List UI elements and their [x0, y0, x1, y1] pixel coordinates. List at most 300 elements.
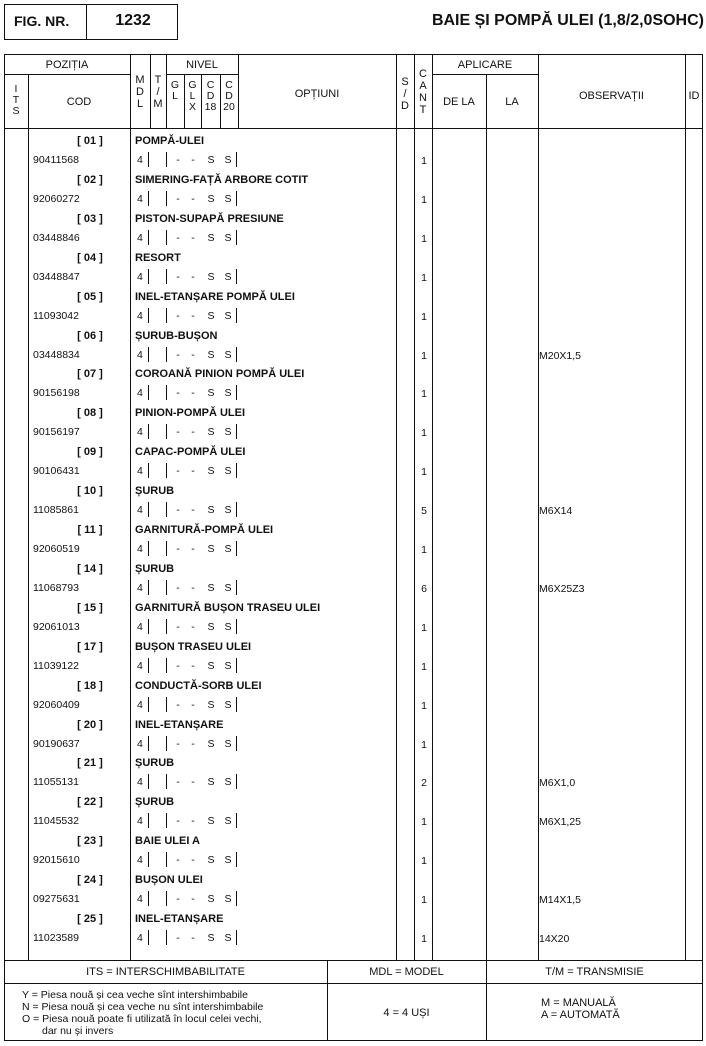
legend-tm-title: T/M = TRANSMISIE	[545, 966, 644, 978]
row-tick-mdl	[148, 502, 149, 517]
row-tick-tm	[166, 502, 167, 517]
row-part-name: ȘURUB	[135, 485, 175, 498]
row-level-cd20: S	[224, 270, 232, 283]
col-line-cant-end	[432, 54, 433, 960]
row-level-cd20: S	[224, 387, 232, 400]
row-part-code: 11055131	[33, 776, 79, 789]
row-model: 4	[137, 192, 143, 205]
row-model: 4	[137, 504, 143, 517]
legend-mdl-title: MDL = MODEL	[369, 966, 444, 978]
row-level-cd20: S	[224, 815, 232, 828]
row-tick-mdl	[148, 736, 149, 751]
row-part-code: 09275631	[33, 893, 80, 906]
row-level-gl: -	[176, 932, 180, 944]
row-part-name: COROANĂ PINION POMPĂ ULEI	[135, 368, 305, 381]
row-tick-mdl	[148, 658, 149, 673]
row-level-cd18: S	[207, 581, 215, 594]
row-level-cd20: S	[224, 192, 232, 205]
row-quantity: 1	[421, 155, 427, 167]
fig-number-divider	[86, 4, 87, 40]
row-quantity: 1	[421, 271, 427, 284]
col-line-its	[28, 74, 29, 960]
header-cant	[415, 68, 431, 116]
row-quantity: 1	[421, 699, 427, 712]
row-quantity: 1	[421, 349, 427, 362]
row-observation: M6X1,0	[539, 777, 576, 790]
header-its-3: S	[12, 105, 20, 117]
row-level-cd18: S	[207, 659, 215, 672]
header-cd20-2: D	[225, 90, 233, 102]
row-position: [ 24 ]	[77, 874, 103, 887]
legend-its-line-o: O = Piesa nouă poate fi utilizată în locul celei vechi,	[22, 1013, 262, 1025]
row-tick-nivel	[236, 308, 237, 323]
row-model: 4	[137, 776, 143, 789]
row-part-code: 11045532	[33, 815, 79, 828]
row-tick-mdl	[148, 269, 149, 284]
row-level-glx: -	[191, 659, 195, 672]
row-tick-mdl	[148, 385, 149, 400]
row-level-cd18: S	[207, 932, 215, 944]
header-sd-2: /	[403, 88, 407, 100]
fig-number: 1232	[115, 12, 151, 29]
row-position: [ 09 ]	[77, 446, 103, 459]
row-tick-mdl	[148, 347, 149, 362]
row-level-gl: -	[176, 309, 180, 322]
row-part-name: ȘURUB	[135, 757, 175, 770]
row-part-code: 03448846	[33, 231, 80, 244]
row-position: [ 06 ]	[77, 329, 103, 342]
row-level-cd20: S	[224, 231, 232, 244]
row-level-gl: -	[176, 581, 180, 594]
row-model: 4	[137, 737, 143, 750]
header-cd18	[201, 80, 220, 113]
row-level-glx: -	[191, 504, 195, 517]
row-level-cd20: S	[224, 854, 232, 867]
row-level-cd20: S	[224, 465, 232, 478]
row-level-cd20: S	[224, 893, 232, 906]
row-tick-nivel	[236, 424, 237, 439]
legend-tm-manual: M = MANUALĂ	[541, 997, 616, 1009]
header-subline-pozitia	[4, 74, 130, 75]
header-glx	[184, 80, 201, 113]
row-level-cd18: S	[207, 854, 215, 867]
row-tick-tm	[166, 269, 167, 284]
row-part-name: INEL-ETANȘARE	[135, 718, 224, 731]
row-level-cd20: S	[224, 620, 232, 633]
header-bottom-line	[4, 128, 703, 129]
row-part-code: 92060409	[33, 698, 80, 711]
row-part-name: GARNITURĂ BUȘON TRASEU ULEI	[135, 601, 321, 614]
header-gl-2: L	[172, 90, 178, 102]
header-mdl-1: M	[135, 74, 145, 86]
header-tm-3: M	[153, 98, 163, 110]
row-tick-nivel	[236, 541, 237, 556]
row-model: 4	[137, 426, 143, 439]
row-tick-tm	[166, 697, 167, 712]
row-level-cd18: S	[207, 192, 215, 205]
row-tick-nivel	[236, 580, 237, 595]
header-gl-1: G	[170, 79, 180, 91]
legend-sub-line	[4, 983, 703, 984]
row-quantity: 1	[421, 738, 427, 751]
row-part-code: 90411568	[33, 154, 79, 166]
row-model: 4	[137, 348, 143, 361]
row-part-name: POMPĂ-ULEI	[135, 135, 205, 147]
row-quantity: 6	[421, 582, 427, 595]
row-tick-mdl	[148, 852, 149, 867]
row-position: [ 15 ]	[77, 601, 103, 614]
row-tick-tm	[166, 152, 167, 167]
row-tick-tm	[166, 813, 167, 828]
row-level-glx: -	[191, 465, 195, 478]
row-tick-mdl	[148, 424, 149, 439]
row-part-code: 11039122	[33, 659, 79, 672]
header-cd20-1: C	[225, 79, 233, 91]
row-level-glx: -	[191, 698, 195, 711]
row-tick-nivel	[236, 619, 237, 634]
header-glx-3: X	[188, 101, 196, 113]
row-part-name: ȘURUB-BUȘON	[135, 329, 218, 342]
row-level-gl: -	[176, 776, 180, 789]
row-quantity: 1	[421, 388, 427, 401]
row-part-name: CAPAC-POMPĂ ULEI	[135, 446, 246, 459]
row-tick-nivel	[236, 385, 237, 400]
row-observation: M6X1,25	[539, 816, 582, 829]
row-tick-tm	[166, 347, 167, 362]
row-tick-tm	[166, 308, 167, 323]
col-line-cod	[130, 54, 131, 960]
row-model: 4	[137, 309, 143, 322]
row-tick-mdl	[148, 891, 149, 906]
row-position: [ 10 ]	[77, 485, 103, 498]
row-model: 4	[137, 581, 143, 594]
header-tm-1: T	[154, 74, 162, 86]
row-level-cd20: S	[224, 543, 232, 555]
row-model: 4	[137, 154, 143, 166]
row-observation: M6X25Z3	[539, 582, 585, 595]
row-tick-mdl	[148, 813, 149, 828]
header-aplicare: APLICARE	[457, 59, 513, 71]
row-part-code: 90190637	[33, 737, 80, 750]
row-level-gl: -	[176, 737, 180, 750]
row-level-glx: -	[191, 154, 195, 166]
row-tick-tm	[166, 385, 167, 400]
header-mdl-3: L	[136, 98, 144, 110]
row-tick-nivel	[236, 463, 237, 478]
row-tick-nivel	[236, 813, 237, 828]
header-cd20-3: 20	[223, 101, 235, 113]
row-tick-nivel	[236, 930, 237, 945]
row-part-name: GARNITURĂ-POMPĂ ULEI	[135, 524, 274, 536]
row-tick-nivel	[236, 347, 237, 362]
row-part-name: INEL-ETANȘARE POMPĂ ULEI	[135, 290, 295, 303]
row-level-glx: -	[191, 387, 195, 400]
row-tick-tm	[166, 541, 167, 556]
row-model: 4	[137, 543, 143, 555]
row-tick-mdl	[148, 191, 149, 206]
row-level-cd18: S	[207, 504, 215, 517]
row-level-cd18: S	[207, 270, 215, 283]
row-level-glx: -	[191, 893, 195, 906]
row-part-name: BUȘON TRASEU ULEI	[135, 640, 252, 653]
legend-its-line-o-cont: dar nu și invers	[42, 1025, 114, 1037]
row-position: [ 05 ]	[77, 290, 103, 303]
row-level-gl: -	[176, 620, 180, 633]
row-level-cd18: S	[207, 893, 215, 906]
row-part-name: INEL-ETANȘARE	[135, 913, 224, 925]
row-tick-mdl	[148, 580, 149, 595]
row-level-glx: -	[191, 815, 195, 828]
row-tick-mdl	[148, 697, 149, 712]
row-part-code: 03448834	[33, 348, 80, 361]
row-level-glx: -	[191, 348, 195, 361]
row-level-gl: -	[176, 543, 180, 555]
row-observation: M14X1,5	[539, 894, 582, 907]
row-part-name: CONDUCTĂ-SORB ULEI	[135, 679, 262, 692]
header-mdl	[131, 74, 149, 110]
row-tick-mdl	[148, 541, 149, 556]
row-position: [ 02 ]	[77, 173, 103, 186]
row-part-name: ȘURUB	[135, 796, 175, 809]
row-model: 4	[137, 465, 143, 478]
row-model: 4	[137, 270, 143, 283]
row-model: 4	[137, 387, 143, 400]
row-level-cd20: S	[224, 426, 232, 439]
fig-label: FIG. NR.	[14, 13, 70, 29]
row-tick-mdl	[148, 152, 149, 167]
header-la: LA	[505, 96, 519, 108]
legend-its-title: ITS = INTERSCHIMBABILITATE	[86, 966, 245, 978]
row-level-glx: -	[191, 620, 195, 633]
row-quantity: 1	[421, 855, 427, 868]
row-part-code: 92060272	[33, 192, 80, 205]
col-line-sd-end	[414, 54, 415, 960]
row-part-code: 11093042	[33, 309, 79, 322]
row-level-gl: -	[176, 387, 180, 400]
header-sd-3: D	[401, 100, 409, 112]
row-model: 4	[137, 698, 143, 711]
row-tick-nivel	[236, 230, 237, 245]
row-level-glx: -	[191, 854, 195, 867]
row-observation: 14X20	[539, 933, 570, 945]
row-quantity: 1	[421, 232, 427, 245]
row-tick-nivel	[236, 736, 237, 751]
row-quantity: 1	[421, 310, 427, 323]
header-cd18-3: 18	[204, 101, 217, 113]
row-part-name: RESORT	[135, 251, 181, 264]
row-part-name: BUȘON ULEI	[135, 874, 203, 887]
row-level-cd20: S	[224, 737, 232, 750]
row-tick-nivel	[236, 191, 237, 206]
row-tick-nivel	[236, 658, 237, 673]
row-part-name: PISTON-SUPAPĂ PRESIUNE	[135, 212, 284, 225]
row-level-cd20: S	[224, 154, 232, 166]
header-cant-2: A	[419, 80, 427, 92]
row-tick-mdl	[148, 619, 149, 634]
row-tick-tm	[166, 930, 167, 945]
row-level-gl: -	[176, 504, 180, 517]
row-level-cd20: S	[224, 348, 232, 361]
row-position: [ 25 ]	[77, 913, 103, 925]
row-quantity: 1	[421, 193, 427, 206]
row-tick-nivel	[236, 502, 237, 517]
header-sd	[397, 76, 413, 112]
row-level-gl: -	[176, 231, 180, 244]
row-level-gl: -	[176, 465, 180, 478]
row-level-cd20: S	[224, 309, 232, 322]
row-level-cd20: S	[224, 581, 232, 594]
row-level-gl: -	[176, 154, 180, 166]
row-quantity: 1	[421, 816, 427, 829]
row-level-gl: -	[176, 270, 180, 283]
row-part-code: 92061013	[33, 620, 80, 633]
row-tick-mdl	[148, 230, 149, 245]
row-level-cd18: S	[207, 426, 215, 439]
row-level-glx: -	[191, 737, 195, 750]
row-part-name: BAIE ULEI A	[135, 835, 200, 848]
header-its-1: I	[14, 83, 18, 95]
col-line-dela-end	[486, 74, 487, 960]
row-position: [ 08 ]	[77, 407, 103, 420]
row-model: 4	[137, 932, 143, 944]
row-tick-tm	[166, 463, 167, 478]
row-level-gl: -	[176, 426, 180, 439]
row-level-cd18: S	[207, 815, 215, 828]
row-position: [ 20 ]	[77, 718, 103, 731]
parts-table	[4, 54, 703, 1041]
row-quantity: 1	[421, 427, 427, 440]
row-position: [ 23 ]	[77, 835, 103, 848]
row-level-cd20: S	[224, 776, 232, 789]
row-tick-tm	[166, 852, 167, 867]
legend-top-line	[4, 960, 703, 961]
header-glx-2: L	[189, 90, 196, 102]
row-level-glx: -	[191, 426, 195, 439]
row-tick-tm	[166, 424, 167, 439]
row-part-code: 90106431	[33, 465, 80, 478]
row-part-code: 92060519	[33, 543, 80, 555]
row-position: [ 03 ]	[77, 212, 103, 225]
row-model: 4	[137, 659, 143, 672]
row-model: 4	[137, 815, 143, 828]
header-cod: COD	[66, 96, 92, 108]
row-tick-tm	[166, 619, 167, 634]
row-observation: M20X1,5	[539, 349, 582, 362]
header-gl	[166, 80, 184, 102]
row-level-glx: -	[191, 270, 195, 283]
row-level-cd18: S	[207, 620, 215, 633]
row-tick-mdl	[148, 308, 149, 323]
row-model: 4	[137, 231, 143, 244]
row-level-gl: -	[176, 192, 180, 205]
row-part-code: 90156198	[33, 387, 80, 400]
header-de-la: DE LA	[443, 96, 475, 108]
row-level-glx: -	[191, 776, 195, 789]
row-position: [ 17 ]	[77, 640, 103, 653]
legend-its-line-y: Y = Piesa nouă și cea veche sînt intershimbabile	[22, 989, 248, 1001]
row-observation: M6X14	[539, 505, 573, 518]
row-part-code: 03448847	[33, 270, 80, 283]
page-title: BAIE ȘI POMPĂ ULEI (1,8/2,0SOHC)	[431, 12, 704, 29]
row-position: [ 07 ]	[77, 368, 103, 381]
header-pozitia: POZIȚIA	[45, 59, 89, 71]
header-tm	[151, 74, 165, 110]
header-cant-1: C	[419, 68, 427, 80]
row-level-cd20: S	[224, 698, 232, 711]
row-level-glx: -	[191, 192, 195, 205]
row-position: [ 04 ]	[77, 251, 103, 264]
row-model: 4	[137, 893, 143, 906]
header-nivel: NIVEL	[186, 59, 218, 71]
legend-its-line-n: N = Piesa nouă și cea veche nu sînt intershimbabile	[22, 1001, 264, 1013]
row-level-cd18: S	[207, 348, 215, 361]
header-cant-4: T	[419, 104, 427, 116]
row-level-gl: -	[176, 893, 180, 906]
row-level-cd18: S	[207, 154, 215, 166]
header-id: ID	[688, 90, 700, 102]
row-level-cd18: S	[207, 231, 215, 244]
row-tick-nivel	[236, 774, 237, 789]
row-part-name: PINION-POMPĂ ULEI	[135, 407, 246, 420]
row-tick-nivel	[236, 697, 237, 712]
row-quantity: 1	[421, 894, 427, 907]
header-glx-1: G	[188, 79, 197, 91]
row-level-gl: -	[176, 698, 180, 711]
row-position: [ 01 ]	[77, 135, 103, 147]
header-tm-2: /	[156, 86, 160, 98]
row-position: [ 18 ]	[77, 679, 103, 692]
row-level-cd20: S	[224, 932, 232, 944]
row-level-glx: -	[191, 309, 195, 322]
row-tick-tm	[166, 191, 167, 206]
header-cd20	[220, 80, 238, 113]
row-quantity: 5	[421, 505, 427, 518]
row-position: [ 11 ]	[77, 524, 103, 536]
row-tick-tm	[166, 774, 167, 789]
header-subline-aplicare	[432, 74, 538, 75]
row-quantity: 1	[421, 544, 427, 556]
row-level-cd18: S	[207, 543, 215, 555]
header-cd18-1: C	[206, 79, 215, 91]
row-quantity: 1	[421, 933, 427, 945]
row-level-glx: -	[191, 543, 195, 555]
row-tick-nivel	[236, 891, 237, 906]
header-sd-1: S	[401, 76, 409, 88]
row-level-gl: -	[176, 659, 180, 672]
legend-mdl-value: 4 = 4 UȘI	[383, 1007, 430, 1019]
row-position: [ 14 ]	[77, 562, 103, 575]
row-level-gl: -	[176, 815, 180, 828]
legend-tm-auto: A = AUTOMATĂ	[541, 1009, 620, 1021]
row-level-gl: -	[176, 854, 180, 867]
header-observatii: OBSERVAȚII	[578, 90, 644, 102]
row-level-cd18: S	[207, 465, 215, 478]
row-tick-tm	[166, 736, 167, 751]
row-tick-nivel	[236, 852, 237, 867]
row-quantity: 1	[421, 621, 427, 634]
row-tick-nivel	[236, 152, 237, 167]
row-tick-tm	[166, 658, 167, 673]
row-level-cd18: S	[207, 309, 215, 322]
col-line-optiuni-end	[396, 54, 397, 960]
row-quantity: 1	[421, 466, 427, 479]
row-level-cd18: S	[207, 776, 215, 789]
col-line-obs-end	[685, 54, 686, 960]
row-level-cd20: S	[224, 659, 232, 672]
row-level-gl: -	[176, 348, 180, 361]
row-tick-mdl	[148, 774, 149, 789]
row-tick-nivel	[236, 269, 237, 284]
